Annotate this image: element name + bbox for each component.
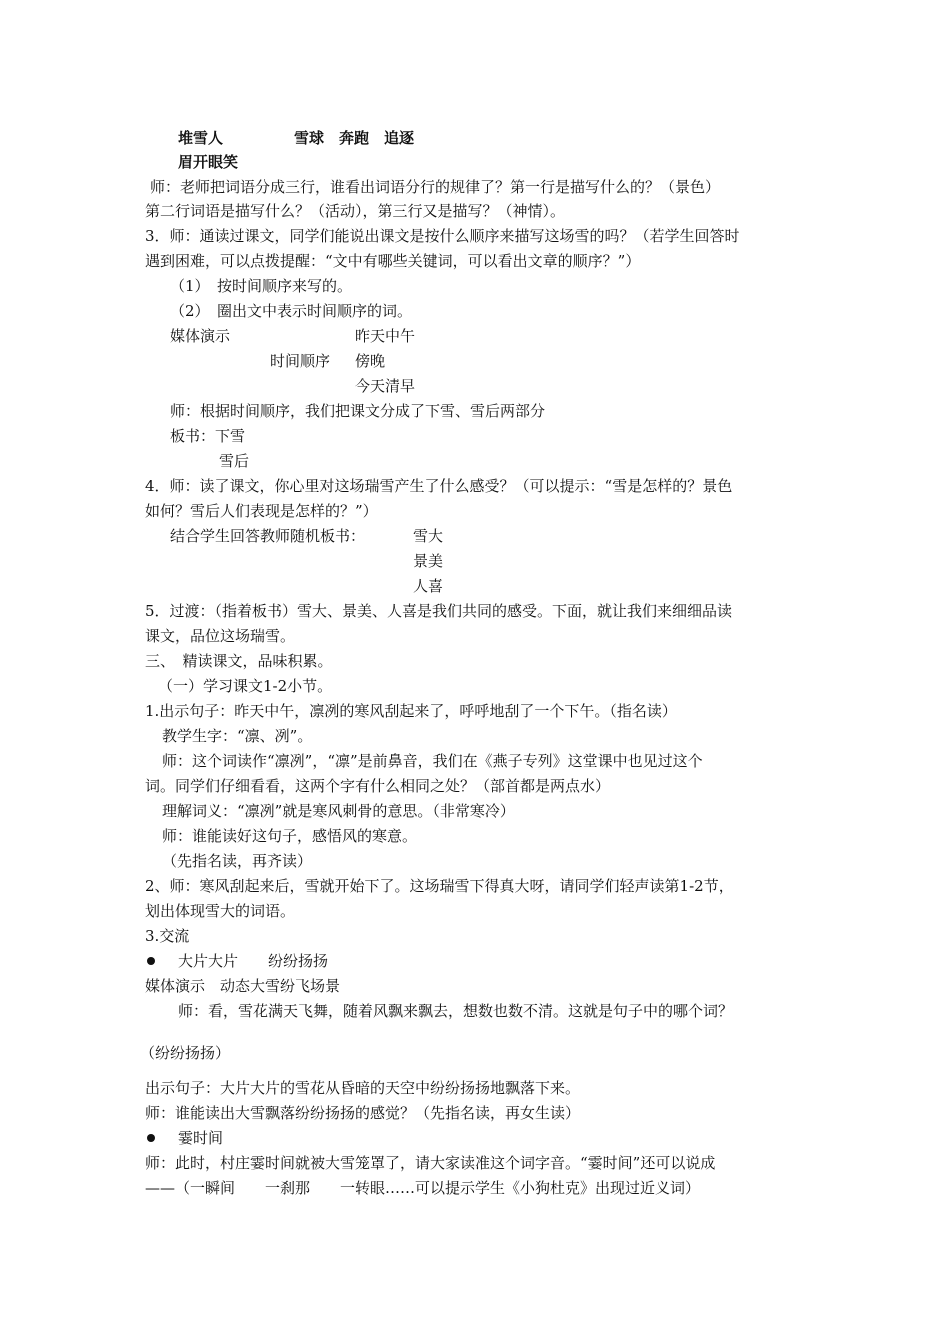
text-line: 媒体演示 动态大雪纷飞场景: [145, 977, 341, 995]
text-line: 出示句子：大片大片的雪花从昏暗的天空中纷纷扬扬地飘落下来。: [145, 1079, 581, 1097]
text-line: 师：根据时间顺序，我们把课文分成了下雪、雪后两部分: [170, 402, 546, 420]
text-line: 今天清早: [355, 377, 416, 395]
text-line: 如何？雪后人们表现是怎样的？”）: [145, 502, 378, 520]
text-line: 景美: [413, 552, 444, 570]
text-line: 雪大: [413, 527, 444, 545]
text-line: 3．师：通读过课文，同学们能说出课文是按什么顺序来描写这场雪的吗？（若学生回答时: [145, 227, 740, 245]
text-line: 1.出示句子：昨天中午，凛冽的寒风刮起来了，呼呼地刮了一个下午。（指名读）: [145, 702, 677, 720]
text-line: 师：这个词读作“凛冽”，“凛”是前鼻音，我们在《燕子专列》这堂课中也见过这个: [162, 752, 703, 770]
text-line: 人喜: [413, 577, 444, 595]
bullet-icon: [147, 1134, 155, 1142]
text-line: 媒体演示: [170, 327, 231, 345]
section-heading: 三、 精读课文，品味积累。: [145, 652, 333, 670]
word-row-1-b: 雪球 奔跑 追逐: [294, 129, 415, 147]
word-row-2: 眉开眼笑: [178, 153, 239, 171]
text-line: 词。同学们仔细看看，这两个字有什么相同之处？（部首都是两点水）: [145, 777, 611, 795]
text-line: 板书：下雪: [170, 427, 246, 445]
text-line: 教学生字：“凛、冽”。: [162, 727, 313, 745]
text-line: 5．过渡：（指着板书）雪大、景美、人喜是我们共同的感受。下面，就让我们来细细品读: [145, 602, 733, 620]
text-line: 大片大片 纷纷扬扬: [178, 952, 329, 970]
text-line: 师：此时，村庄霎时间就被大雪笼罩了，请大家读准这个词字音。“霎时间”还可以说成: [145, 1154, 716, 1172]
text-line: 傍晚: [355, 352, 386, 370]
text-line: 课文，品位这场瑞雪。: [145, 627, 296, 645]
text-line: 3.交流: [145, 927, 190, 945]
text-line: （纷纷扬扬）: [140, 1044, 231, 1062]
text-line: 结合学生回答教师随机板书：: [170, 527, 366, 545]
text-line: 4．师：读了课文，你心里对这场瑞雪产生了什么感受？（可以提示：“雪是怎样的？景色: [145, 477, 733, 495]
text-line: 划出体现雪大的词语。: [145, 902, 296, 920]
text-line: 时间顺序: [270, 352, 331, 370]
word-row-1-a: 堆雪人: [178, 129, 224, 147]
text-line: （先指名读，再齐读）: [162, 852, 313, 870]
text-line: 师：谁能读好这句子，感悟风的寒意。: [162, 827, 418, 845]
text-line: （2） 圈出文中表示时间顺序的词。: [170, 302, 413, 320]
text-line: 遇到困难，可以点拨提醒：“文中有哪些关键词，可以看出文章的顺序？”）: [145, 252, 641, 270]
text-line: 师：看，雪花满天飞舞，随着风飘来飘去，想数也数不清。这就是句子中的哪个词？: [178, 1002, 734, 1020]
text-line: （1） 按时间顺序来写的。: [170, 277, 353, 295]
text-line: 昨天中午: [355, 327, 416, 345]
text-line: 师：老师把词语分成三行，谁看出词语分行的规律了？第一行是描写什么的？（景色）: [150, 178, 721, 196]
text-line: 霎时间: [178, 1129, 224, 1147]
text-line: 师：谁能读出大雪飘落纷纷扬扬的感觉？（先指名读，再女生读）: [145, 1104, 581, 1122]
text-line: 第二行词语是描写什么？（活动），第三行又是描写？（神情）。: [145, 202, 566, 220]
bullet-icon: [147, 957, 155, 965]
text-line: （一）学习课文1-2小节。: [158, 677, 333, 695]
text-line: 雪后: [219, 452, 250, 470]
text-line: 2、师：寒风刮起来后，雪就开始下了。这场瑞雪下得真大呀，请同学们轻声读第1-2节，: [145, 877, 734, 895]
text-line: ——（一瞬间 一刹那 一转眼……可以提示学生《小狗杜克》出现过近义词）: [145, 1179, 701, 1197]
text-line: 理解词义：“凛冽”就是寒风刺骨的意思。（非常寒冷）: [162, 802, 515, 820]
